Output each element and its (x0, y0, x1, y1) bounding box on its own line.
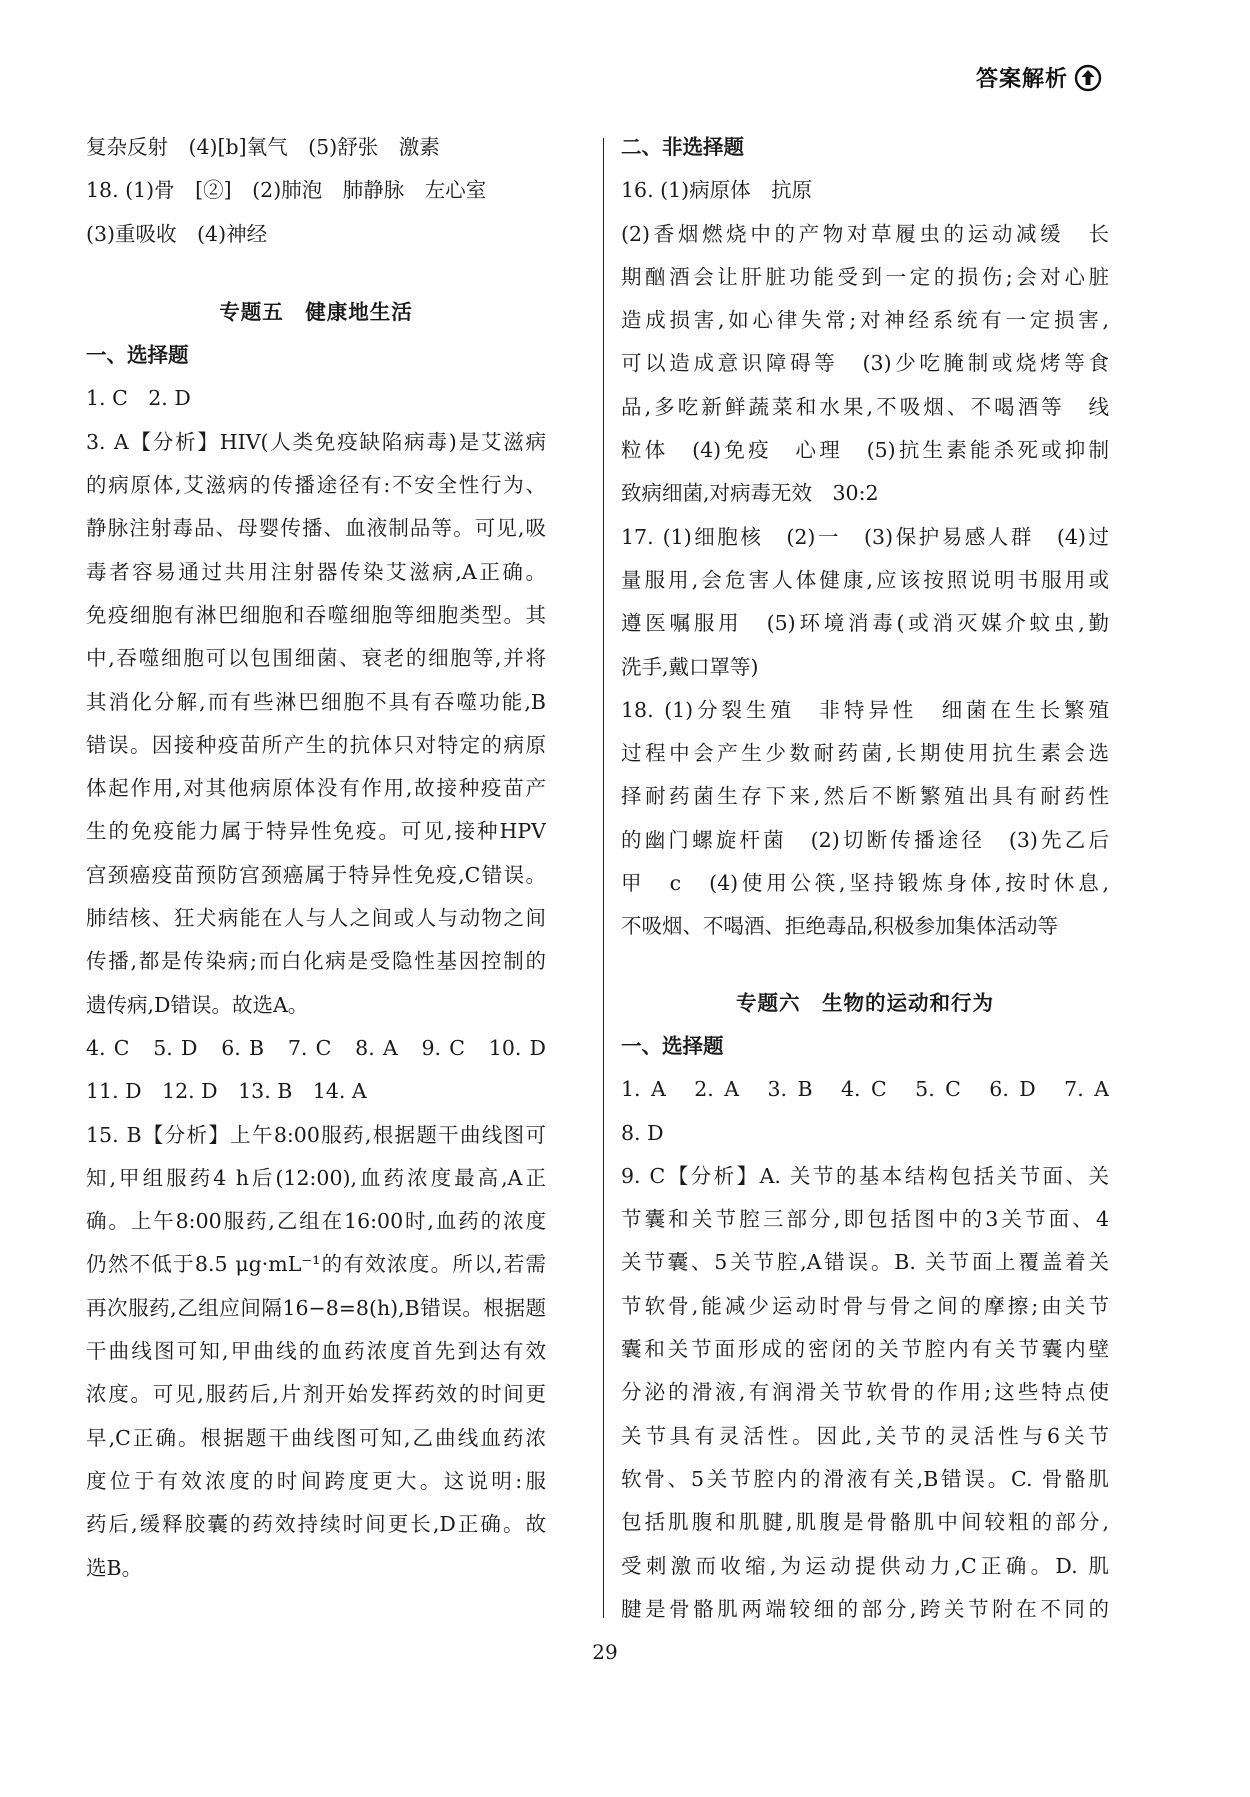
text-line: 早,C正确。根据题干曲线图可知,乙曲线血药浓 (86, 1425, 546, 1450)
text-line: 可以造成意识障碍等 (3)少吃腌制或烧烤等食 (621, 351, 1109, 376)
column-divider (603, 138, 604, 1618)
text-line: (3)重吸收 (4)神经 (86, 221, 268, 246)
text-line: 腱是骨骼肌两端较细的部分,跨关节附在不同的 (621, 1596, 1109, 1621)
header-title: 答案解析 (975, 67, 1068, 92)
text-line: 品,多吃新鲜蔬菜和水果,不吸烟、不喝酒等 线 (621, 394, 1109, 419)
text-line: 仍然不低于8.5 μg·mL⁻¹的有效浓度。所以,若需 (86, 1252, 546, 1277)
section-heading: 二、非选择题 (621, 135, 744, 159)
answer-line: 4. C 5. D 6. B 7. C 8. A 9. C 10. D (86, 1035, 546, 1060)
text-line: 18. (1)分裂生殖 非特异性 细菌在生长繁殖 (621, 697, 1109, 722)
answer-line: 11. D 12. D 13. B 14. A (86, 1079, 367, 1104)
text-line: 干曲线图可知,甲曲线的血药浓度首先到达有效 (86, 1339, 546, 1364)
text-line: 的病原体,艾滋病的传播途径有:不安全性行为、 (86, 473, 546, 498)
text-line: 的幽门螺旋杆菌 (2)切断传播途径 (3)先乙后 (621, 827, 1109, 852)
page-header (976, 62, 1102, 93)
text-line: 复杂反射 (4)[b]氧气 (5)舒张 激素 (86, 135, 440, 159)
text-line: 15. B【分析】上午8:00服药,根据题干曲线图可 (86, 1122, 546, 1147)
text-line: 3. A【分析】HIV(人类免疫缺陷病毒)是艾滋病 (86, 429, 546, 454)
text-line: 遗传病,D错误。故选A。 (86, 992, 309, 1017)
text-line: 浓度。可见,服药后,片剂开始发挥药效的时间更 (86, 1382, 546, 1407)
text-line: 中,吞噬细胞可以包围细菌、衰老的细胞等,并将 (86, 646, 546, 671)
up-arrow-circle-icon (1074, 64, 1102, 92)
text-line: 期酗酒会让肝脏功能受到一定的损伤;会对心脏 (621, 264, 1109, 289)
text-line: 17. (1)细胞核 (2)一 (3)保护易感人群 (4)过 (621, 524, 1109, 549)
text-line: 18. (1)骨 [②] (2)肺泡 肺静脉 左心室 (86, 178, 487, 203)
text-line: 静脉注射毒品、母婴传播、血液制品等。可见,吸 (86, 516, 546, 541)
text-line: 9. C【分析】A. 关节的基本结构包括关节面、关 (621, 1163, 1109, 1188)
text-line: 节囊和关节腔三部分,即包括图中的3关节面、4 (621, 1207, 1109, 1232)
answer-line: 8. D (621, 1120, 664, 1145)
left-column (86, 126, 546, 1590)
text-line: 药后,缓释胶囊的药效持续时间更长,D正确。故 (86, 1512, 546, 1537)
text-line: 选B。 (86, 1555, 143, 1580)
text-line: 择耐药菌生存下来,然后不断繁殖出具有耐药性 (621, 784, 1109, 809)
text-line: 其消化分解,而有些淋巴细胞不具有吞噬功能,B (86, 689, 546, 714)
text-line: (2)香烟燃烧中的产物对草履虫的运动减缓 长 (621, 221, 1109, 246)
text-line: 生的免疫能力属于特异性免疫。可见,接种HPV (86, 819, 546, 844)
text-line: 分泌的滑液,有润滑关节软骨的作用;这些特点使 (621, 1380, 1109, 1405)
page-number: 29 (592, 1640, 618, 1664)
text-line: 关节具有灵活性。因此,关节的灵活性与6关节 (621, 1423, 1109, 1448)
text-line: 16. (1)病原体 抗原 (621, 178, 813, 203)
section-heading: 一、选择题 (621, 1033, 724, 1058)
text-line: 关节囊、5关节腔,A错误。B. 关节面上覆盖着关 (621, 1250, 1109, 1275)
answer-line: 1. A 2. A 3. B 4. C 5. C 6. D 7. A (621, 1077, 1109, 1102)
text-line: 免疫细胞有淋巴细胞和吞噬细胞等细胞类型。其 (86, 602, 546, 627)
text-line: 造成损害,如心律失常;对神经系统有一定损害, (621, 308, 1109, 333)
text-line: 致病细菌,对病毒无效 30:2 (621, 481, 879, 506)
text-line: 粒体 (4)免疫 心理 (5)抗生素能杀死或抑制 (621, 438, 1109, 463)
text-line: 包括肌腹和肌腱,肌腹是骨骼肌中间较粗的部分, (621, 1510, 1109, 1535)
text-line: 受刺激而收缩,为运动提供动力,C正确。D. 肌 (621, 1553, 1109, 1578)
text-line: 肺结核、狂犬病能在人与人之间或人与动物之间 (86, 906, 546, 931)
text-line: 宫颈癌疫苗预防宫颈癌属于特异性免疫,C错误。 (86, 862, 546, 887)
text-line: 知,甲组服药4 h后(12:00),血药浓度最高,A正 (86, 1165, 546, 1190)
text-line: 错误。因接种疫苗所产生的抗体只对特定的病原 (86, 732, 546, 757)
text-line: 再次服药,乙组应间隔16−8=8(h),B错误。根据题 (86, 1295, 546, 1320)
text-line: 量服用,会危害人体健康,应该按照说明书服用或 (621, 567, 1109, 592)
text-line: 过程中会产生少数耐药菌,长期使用抗生素会选 (621, 741, 1109, 766)
text-line: 确。上午8:00服药,乙组在16:00时,血药的浓度 (86, 1209, 546, 1234)
text-line: 传播,都是传染病;而白化病是受隐性基因控制的 (86, 949, 546, 974)
text-line: 毒者容易通过共用注射器传染艾滋病,A正确。 (86, 559, 546, 584)
topic-title: 专题五 健康地生活 (219, 299, 413, 324)
text-line: 体起作用,对其他病原体没有作用,故接种疫苗产 (86, 776, 546, 801)
right-column (621, 126, 1109, 1631)
spacer (86, 256, 546, 291)
topic-title: 专题六 生物的运动和行为 (736, 990, 994, 1015)
text-line: 度位于有效浓度的时间跨度更大。这说明:服 (86, 1468, 546, 1493)
text-line: 甲 c (4)使用公筷,坚持锻炼身体,按时休息, (621, 871, 1109, 896)
text-line: 洗手,戴口罩等) (621, 654, 759, 679)
text-line: 节软骨,能减少运动时骨与骨之间的摩擦;由关节 (621, 1293, 1109, 1318)
section-heading: 一、选择题 (86, 343, 189, 368)
text-line: 遵医嘱服用 (5)环境消毒(或消灭媒介蚊虫,勤 (621, 611, 1109, 636)
text-line: 软骨、5关节腔内的滑液有关,B错误。C. 骨骼肌 (621, 1466, 1109, 1491)
text-line: 囊和关节面形成的密闭的关节腔内有关节囊内壁 (621, 1337, 1109, 1362)
answer-line: 1. C 2. D (86, 386, 191, 411)
spacer (621, 949, 1109, 982)
text-line: 不吸烟、不喝酒、拒绝毒品,积极参加集体活动等 (621, 914, 1059, 939)
